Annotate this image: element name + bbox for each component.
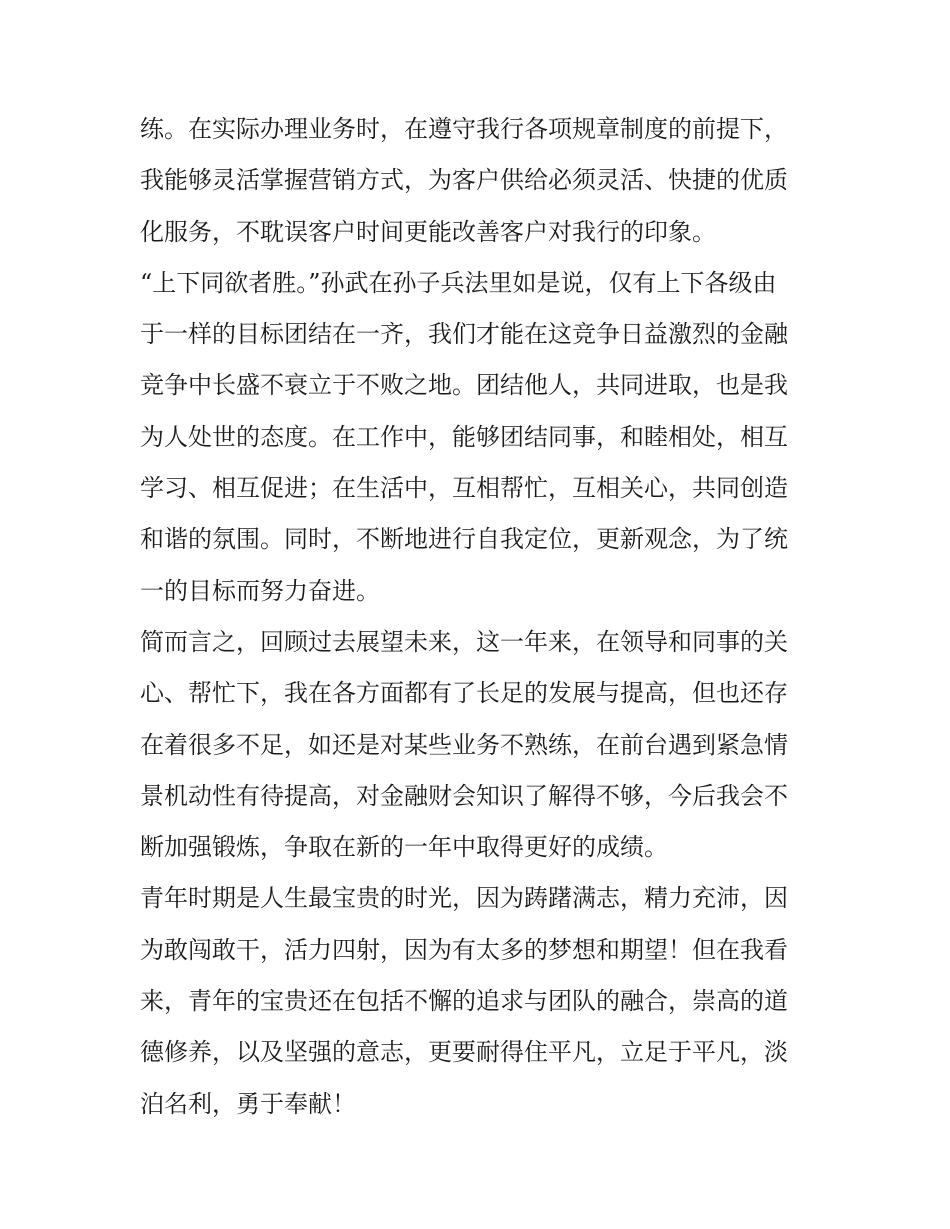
text-line: 为敢闯敢干，活力四射，因为有太多的梦想和期望！但在我看 [140,935,788,964]
text-line: 景机动性有待提高，对金融财会知识了解得不够，今后我会不 [140,781,788,810]
text-line: 和谐的氛围。同时，不断地进行自我定位，更新观念，为了统 [140,525,788,554]
text-line: 来，青年的宝贵还在包括不懈的追求与团队的融合，崇高的道 [140,987,788,1016]
text-line: 竞争中长盛不衰立于不败之地。团结他人，共同进取，也是我 [140,371,788,400]
text-line: 青年时期是人生最宝贵的时光，因为踌躇满志，精力充沛，因 [140,884,788,913]
text-line: 一的目标而努力奋进。 [140,576,380,605]
text-line: “上下同欲者胜。”孙武在孙子兵法里如是说，仅有上下各级由 [140,268,777,297]
text-line: 在着很多不足，如还是对某些业务不熟练，在前台遇到紧急情 [140,730,788,759]
text-line: 心、帮忙下，我在各方面都有了长足的发展与提高，但也还存 [140,679,788,708]
text-line: 于一样的目标团结在一齐，我们才能在这竞争日益激烈的金融 [140,320,788,349]
text-line: 练。在实际办理业务时，在遵守我行各项规章制度的前提下， [140,115,788,143]
document-body [140,104,812,1130]
text-line: 泊名利，勇于奉献！ [140,1089,356,1118]
text-line: 我能够灵活掌握营销方式，为客户供给必须灵活、快捷的优质 [140,166,788,195]
text-line: 断加强锻炼，争取在新的一年中取得更好的成绩。 [140,833,668,862]
text-line: 德修养，以及坚强的意志，更要耐得住平凡，立足于平凡，淡 [140,1038,788,1067]
text-line: 简而言之，回顾过去展望未来，这一年来，在领导和同事的关 [140,627,788,656]
text-line: 化服务，不耽误客户时间更能改善客户对我行的印象。 [140,217,716,246]
text-line: 学习、相互促进；在生活中，互相帮忙，互相关心，共同创造 [140,474,788,503]
text-line: 为人处世的态度。在工作中，能够团结同事，和睦相处，相互 [140,422,788,451]
